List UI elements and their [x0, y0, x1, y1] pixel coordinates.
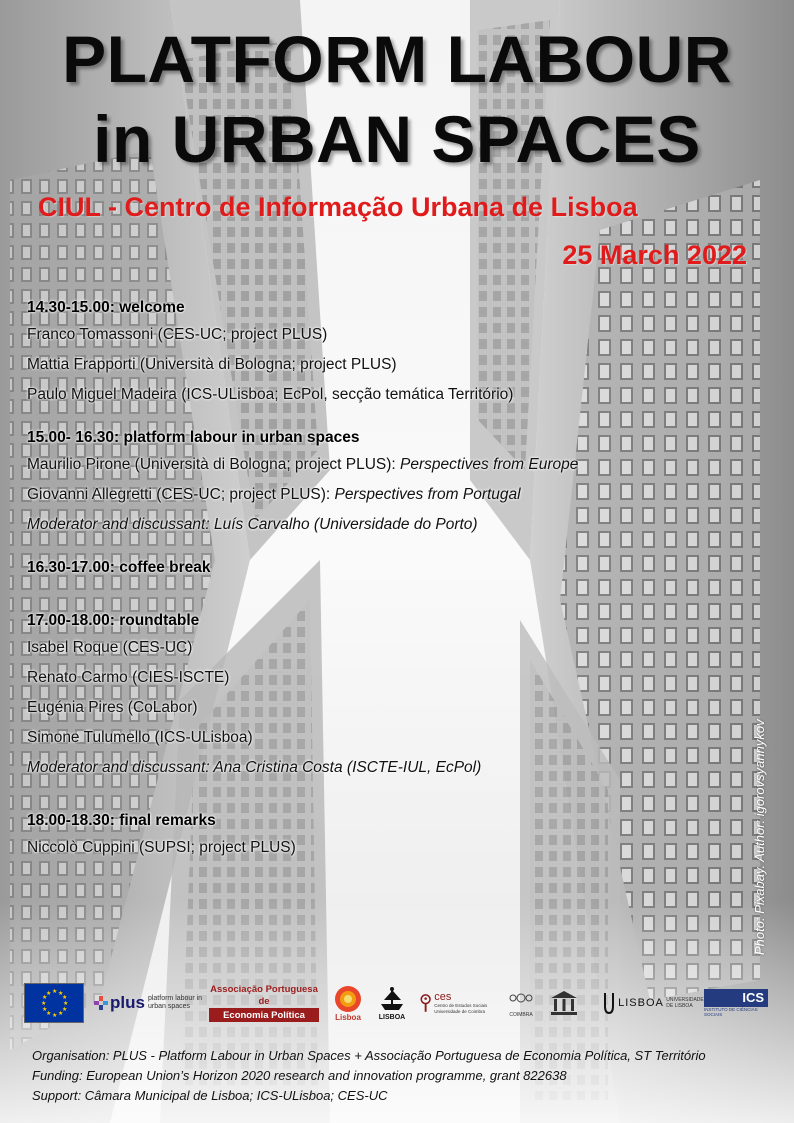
- session-heading-welcome: 14.30-15.00: welcome: [27, 299, 185, 316]
- footer-credits: [32, 1046, 782, 1106]
- speaker-item: Mattia Frapporti (Università di Bologna; project PLUS): [27, 356, 397, 373]
- photo-credit: Photo: Pixabay. Author: igorovsyannykov: [752, 719, 767, 955]
- universidade-lisboa-logo: [666, 983, 704, 1023]
- poster-title-line-1: PLATFORM LABOUR: [62, 22, 732, 96]
- ces-label: ces: [434, 990, 452, 1003]
- svg-text:★: ★: [63, 1000, 69, 1007]
- apep-logo-top: Associação Portuguesa de: [210, 984, 318, 1007]
- footer-support: Support: Câmara Municipal de Lisboa; ICS-ULisboa; CES-UC: [32, 1088, 388, 1103]
- universidade-lisboa-label: UNIVERSIDADE DE LISBOA: [666, 997, 704, 1009]
- svg-text:★: ★: [46, 1010, 52, 1017]
- svg-text:★: ★: [58, 990, 64, 997]
- lisboa-crest-logo: [374, 983, 410, 1023]
- talk-title: Perspectives from Europe: [400, 456, 579, 473]
- ulisboa-u-icon: [604, 992, 614, 1014]
- moderator-item: Moderator and discussant: Luís Carvalho (Universidade do Porto): [27, 516, 478, 533]
- ces-figure-icon: [420, 988, 431, 1018]
- svg-text:★: ★: [52, 1012, 58, 1019]
- ces-logo: [420, 983, 500, 1023]
- lisboa-sun-logo: [330, 983, 366, 1023]
- speaker-item: Paulo Miguel Madeira (ICS-ULisboa; EcPol, secção temática Território): [27, 386, 514, 403]
- speaker-item: Franco Tomassoni (CES-UC; project PLUS): [27, 326, 328, 343]
- eu-stars-icon: [25, 984, 83, 1022]
- speaker-item: Renato Carmo (CIES-ISCTE): [27, 669, 230, 686]
- plus-wordmark: plus: [110, 993, 145, 1012]
- ics-label: ICS: [704, 989, 768, 1007]
- ulisboa-logo: [604, 983, 664, 1023]
- svg-text:★: ★: [52, 988, 58, 995]
- footer-organisation: Organisation: PLUS - Platform Labour in Urban Spaces + Associação Portuguesa de Economia Política, ST Território: [32, 1048, 706, 1063]
- ces-wordmark: [434, 992, 500, 1015]
- speaker-item: Simone Tulumello (ICS-ULisboa): [27, 729, 253, 746]
- ics-subtitle: INSTITUTO DE CIÊNCIAS SOCIAIS: [704, 1007, 758, 1017]
- speaker-item: Niccolò Cuppini (SUPSI; project PLUS): [27, 839, 296, 856]
- coimbra-label: COIMBRA: [509, 1012, 533, 1018]
- apep-logo: [209, 983, 319, 1023]
- speaker-item: Isabel Roque (CES-UC): [27, 639, 193, 656]
- svg-text:★: ★: [62, 1006, 68, 1013]
- ces-subtitle: Centro de Estudos Sociais Universidade de Coimbra: [434, 1002, 488, 1014]
- speaker-name: Giovanni Allegretti (CES-UC; project PLUS):: [27, 486, 335, 503]
- coimbra-seal-icon: [508, 988, 534, 1012]
- program-schedule: [27, 298, 747, 863]
- venue-subtitle: CIUL - Centro de Informação Urbana de Lisboa: [38, 192, 638, 222]
- lisboa-sun-icon: [333, 985, 363, 1013]
- sponsor-logo-strip: [24, 983, 770, 1027]
- plus-cross-icon: [94, 996, 108, 1010]
- eu-flag-logo: [24, 983, 84, 1023]
- svg-text:★: ★: [46, 990, 52, 997]
- svg-text:★: ★: [41, 1000, 47, 1007]
- speaker-name: Maurilio Pirone (Università di Bologna; project PLUS):: [27, 456, 401, 473]
- talk-title: Perspectives from Portugal: [334, 486, 521, 503]
- svg-text:★: ★: [42, 1006, 48, 1013]
- svg-text:★: ★: [58, 1010, 64, 1017]
- ics-logo: [704, 983, 768, 1023]
- lisboa-ship-crest-icon: [377, 986, 407, 1014]
- moderator-item: Moderator and discussant: Ana Cristina Costa (ISCTE-IUL, EcPol): [27, 759, 482, 776]
- lisboa-crest-label: LISBOA: [378, 1013, 406, 1021]
- unesco-logo: [544, 983, 584, 1023]
- plus-tagline: platform labour in urban spaces: [147, 995, 203, 1010]
- plus-project-logo: [90, 983, 210, 1023]
- session-heading-coffee-break: 16.30-17.00: coffee break: [27, 559, 211, 576]
- speaker-item: Eugénia Pires (CoLabor): [27, 699, 198, 716]
- apep-logo-bottom: Economia Política: [209, 1009, 319, 1022]
- poster-title-line-2: in URBAN SPACES: [93, 102, 701, 176]
- session-heading-platform-labour: 15.00- 16.30: platform labour in urban spaces: [27, 429, 360, 446]
- session-heading-final-remarks: 18.00-18.30: final remarks: [27, 812, 216, 829]
- svg-text:★: ★: [42, 994, 48, 1001]
- footer-funding: Funding: European Union’s Horizon 2020 research and innovation programme, grant 822638: [32, 1068, 567, 1083]
- unesco-temple-icon: [547, 988, 581, 1018]
- session-heading-roundtable: 17.00-18.00: roundtable: [27, 612, 200, 629]
- lisboa-sun-label: Lisboa: [335, 1012, 361, 1022]
- speaker-item: [27, 450, 747, 480]
- event-date: 25 March 2022: [562, 240, 747, 270]
- univ-coimbra-logo: [506, 983, 536, 1023]
- speaker-item: [27, 480, 747, 510]
- svg-text:★: ★: [62, 994, 68, 1001]
- ulisboa-label: LISBOA: [618, 997, 664, 1009]
